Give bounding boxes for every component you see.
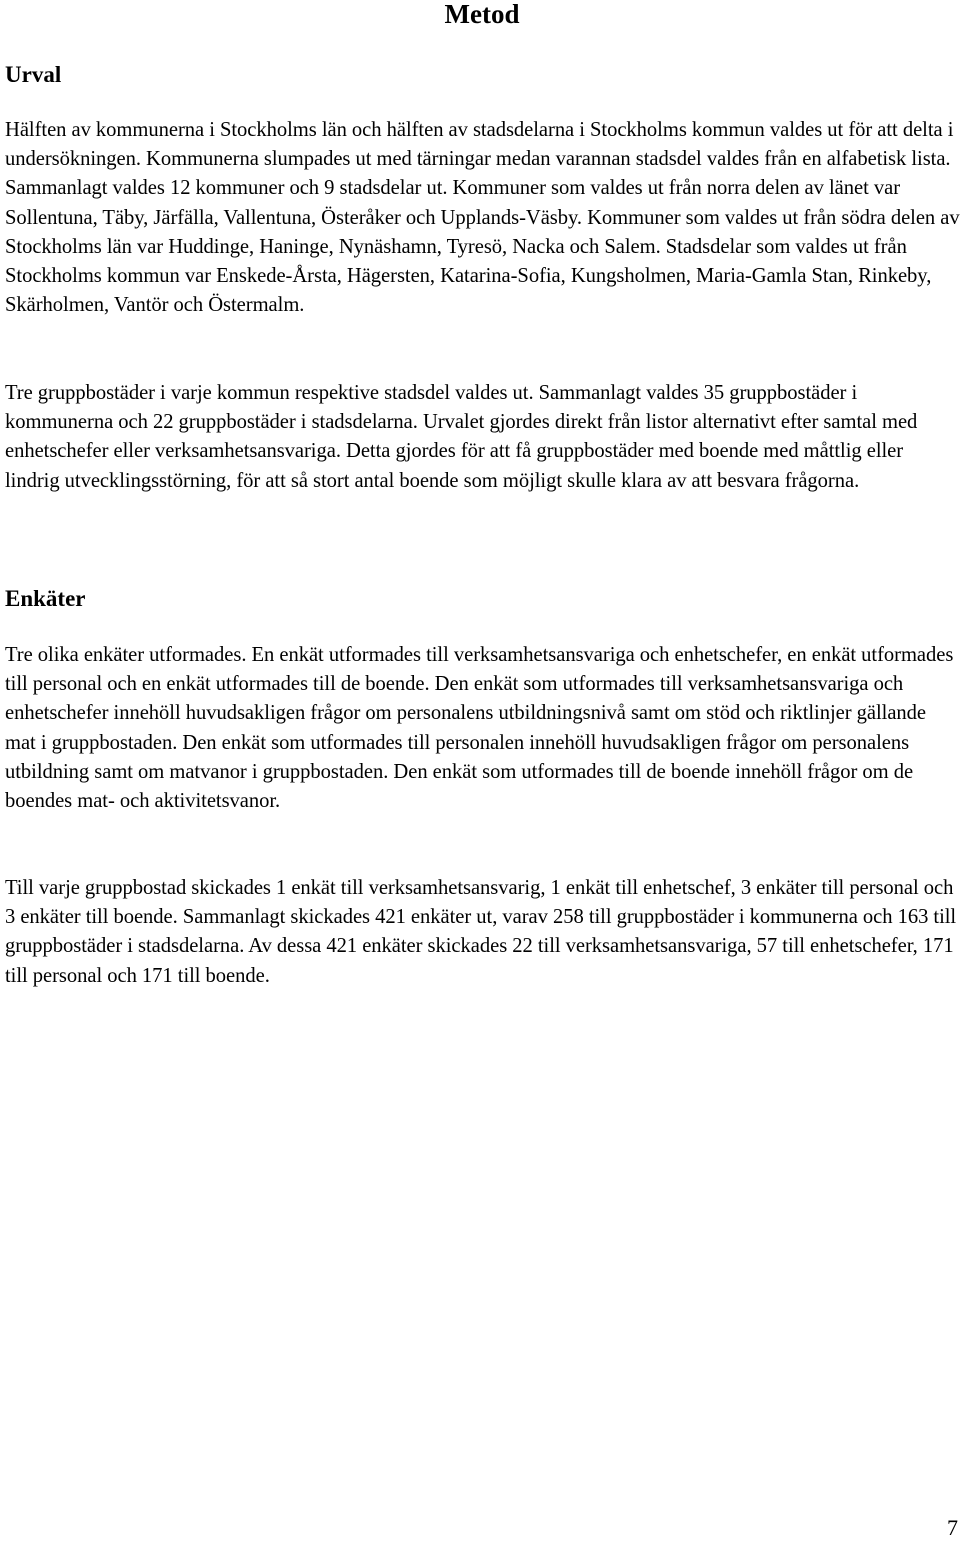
paragraph-enkater-2: Till varje gruppbostad skickades 1 enkät till verksamhetsansvarig, 1 enkät till enhetschef, 3 enkäter till personal och 3 enkäter till boende. Sammanlagt skickades 421 enkäter ut, varav 258 till gruppbostäder i kommunerna och 163 till gruppbostäder i stadsdelarna. Av dessa 421 enkäter skickades 22 till verksamhetsansvariga, 57 till enhetschefer, 171 till personal och 171 till boende.	[5, 877, 957, 987]
paragraph-urval-1: Hälften av kommunerna i Stockholms län och hälften av stadsdelarna i Stockholms kommun valdes ut för att delta i undersökningen. Kommunerna slumpades ut med tärningar medan varannan stadsdel valdes från en alfabetisk lista. Sammanlagt valdes 12 kommuner och 9 stadsdelar ut. Kommuner som valdes ut från norra delen av länet var Sollentuna, Täby, Järfälla, Vallentuna, Österåker och Upplands-Väsby. Kommuner som valdes ut från södra delen av Stockholms län var Huddinge, Haninge, Nynäshamn, Tyresö, Nacka och Salem. Stadsdelar som valdes ut från Stockholms kommun var Enskede-Årsta, Hägersten, Katarina-Sofia, Kungsholmen, Maria-Gamla Stan, Rinkeby, Skärholmen, Vantör och Östermalm.	[5, 119, 960, 317]
section-heading-enkater: Enkäter	[5, 586, 86, 611]
page-number: 7	[947, 1515, 958, 1540]
paragraph-urval-2: Tre gruppbostäder i varje kommun respektive stadsdel valdes ut. Sammanlagt valdes 35 gruppbostäder i kommunerna och 22 gruppbostäder i stadsdelarna. Urvalet gjordes direkt från listor alternativt efter samtal med enhetschefer eller verksamhetsansvariga. Detta gjordes för att få gruppbostäder med boende med måttlig eller lindrig utvecklingsstörning, för att så stort antal boende som möjligt skulle klara av att besvara frågorna.	[5, 382, 918, 492]
paragraph-enkater-1: Tre olika enkäter utformades. En enkät utformades till verksamhetsansvariga och enhetschefer, en enkät utformades till personal och en enkät utformades till de boende. Den enkät som utformades till verksamhetsansvariga och enhetschefer innehöll huvudsakligen frågor om personalens utbildningsnivå samt om stöd och riktlinjer gällande mat i gruppbostaden. Den enkät som utformades till personalen innehöll huvudsakligen frågor om personalens utbildning samt om matvanor i gruppbostaden. Den enkät som utformades till de boende innehöll frågor om de boendes mat- och aktivitetsvanor.	[5, 644, 954, 813]
section-heading-urval: Urval	[5, 62, 62, 87]
document-title: Metod	[444, 0, 520, 29]
